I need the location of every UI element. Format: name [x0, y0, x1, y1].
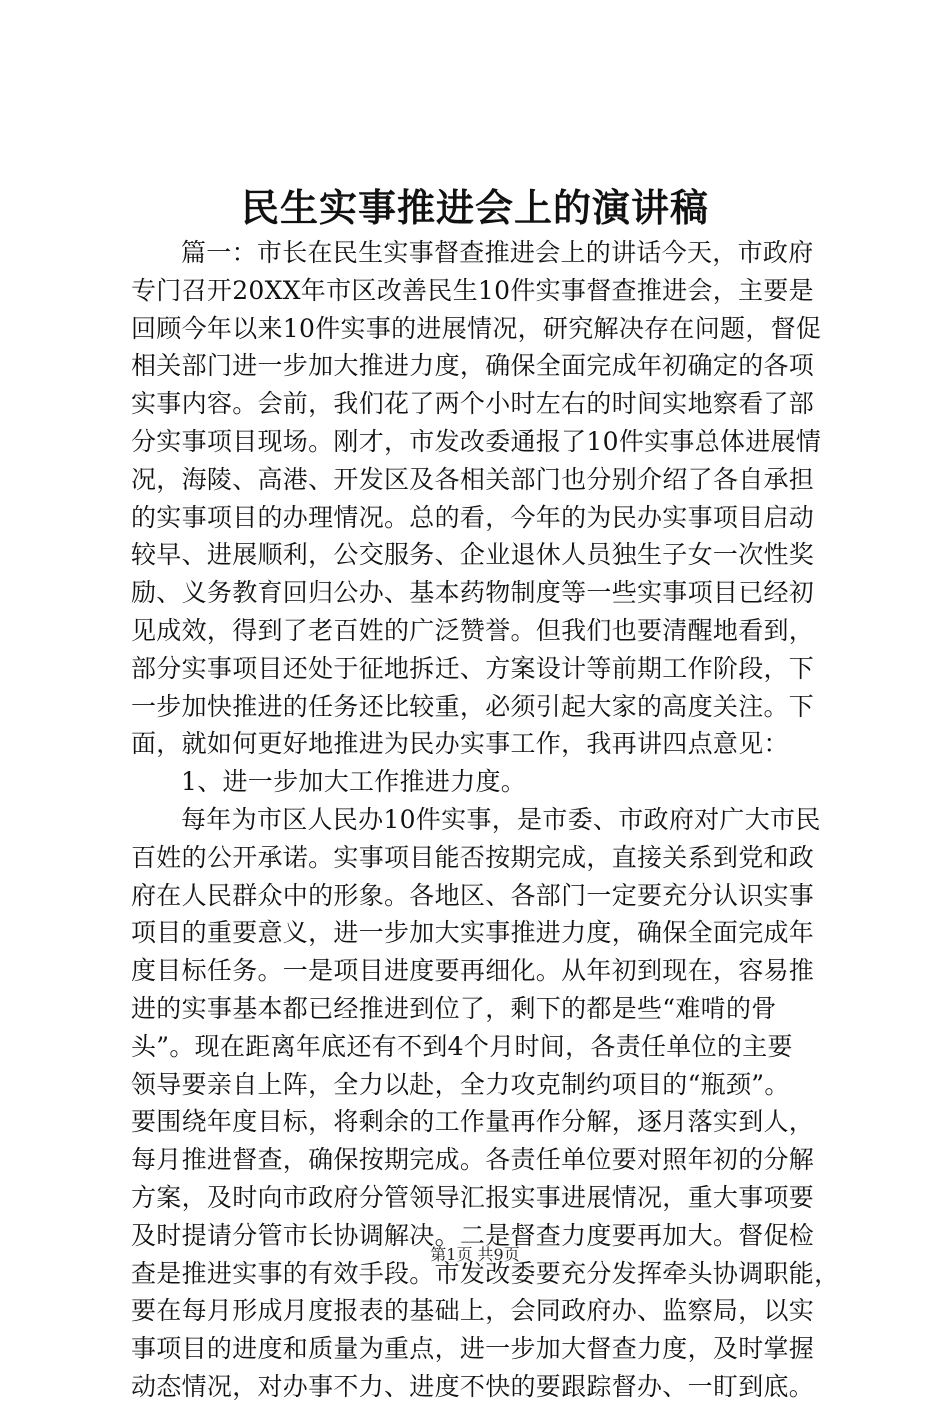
text-line: 方案，及时向市政府分管领导汇报实事进展情况，重大事项要 — [131, 1182, 815, 1212]
text-line: 及时提请分管市长协调解决。二是督查力度要再加大。督促检 — [131, 1220, 815, 1250]
text-line: 每月推进督查，确保按期完成。各责任单位要对照年初的分解 — [131, 1145, 815, 1175]
text-line: 动态情况，对办事不力、进度不快的要跟踪督办、一盯到底。 — [131, 1371, 815, 1401]
document-body — [131, 234, 840, 1406]
text-line: 府在人民群众中的形象。各地区、各部门一定要充分认识实事 — [131, 880, 815, 910]
text-line: 励、义务教育回归公办、基本药物制度等一些实事项目已经初 — [131, 578, 815, 608]
text-line: 查是推进实事的有效手段。市发改委要充分发挥牵头协调职能， — [131, 1258, 840, 1288]
text-line: 回顾今年以来10件实事的进展情况，研究解决存在问题，督促 — [131, 313, 822, 343]
text-line: 每年为市区人民办10件实事，是市委、市政府对广大市民 — [181, 804, 821, 834]
text-line: 进的实事基本都已经推进到位了，剩下的都是些“难啃的骨 — [131, 993, 777, 1023]
text-line: 度目标任务。一是项目进度要再细化。从年初到现在，容易推 — [131, 956, 815, 986]
text-line: 见成效，得到了老百姓的广泛赞誉。但我们也要清醒地看到， — [131, 615, 815, 645]
text-line: 的实事项目的办理情况。总的看，今年的为民办实事项目启动 — [131, 502, 815, 532]
text-line: 事项目的进度和质量为重点，进一步加大督查力度，及时掌握 — [131, 1334, 815, 1364]
page-footer: 第1页 共9页 — [430, 1245, 520, 1264]
text-line: 1、进一步加大工作推进力度。 — [181, 767, 527, 797]
text-line: 专门召开20XX年市区改善民生10件实事督查推进会，主要是 — [131, 275, 814, 305]
text-line: 要在每月形成月度报表的基础上，会同政府办、监察局，以实 — [131, 1296, 815, 1326]
text-line: 分实事项目现场。刚才，市发改委通报了10件实事总体进展情 — [131, 426, 822, 456]
text-line: 领导要亲自上阵，全力以赴，全力攻克制约项目的“瓶颈”。 — [131, 1069, 790, 1099]
text-line: 百姓的公开承诺。实事项目能否按期完成，直接关系到党和政 — [131, 842, 815, 872]
text-line: 头”。现在距离年底还有不到4个月时间，各责任单位的主要 — [131, 1031, 793, 1061]
text-line: 相关部门进一步加大推进力度，确保全面完成年初确定的各项 — [131, 351, 815, 381]
text-line: 项目的重要意义，进一步加大实事推进力度，确保全面完成年 — [131, 918, 815, 948]
text-line: 面，就如何更好地推进为民办实事工作，我再讲四点意见： — [131, 729, 789, 759]
text-line: 况，海陵、高港、开发区及各相关部门也分别介绍了各自承担 — [131, 464, 815, 494]
document-title: 民生实事推进会上的演讲稿 — [240, 185, 709, 230]
text-line: 部分实事项目还处于征地拆迁、方案设计等前期工作阶段，下 — [131, 653, 815, 683]
text-line: 较早、进展顺利，公交服务、企业退休人员独生子女一次性奖 — [131, 540, 815, 570]
text-line: 篇一：市长在民生实事督查推进会上的讲话今天，市政府 — [181, 238, 814, 267]
text-line: 一步加快推进的任务还比较重，必须引起大家的高度关注。下 — [131, 691, 815, 721]
text-line: 要围绕年度目标，将剩余的工作量再作分解，逐月落实到人， — [131, 1107, 815, 1137]
text-line: 实事内容。会前，我们花了两个小时左右的时间实地察看了部 — [131, 389, 815, 419]
